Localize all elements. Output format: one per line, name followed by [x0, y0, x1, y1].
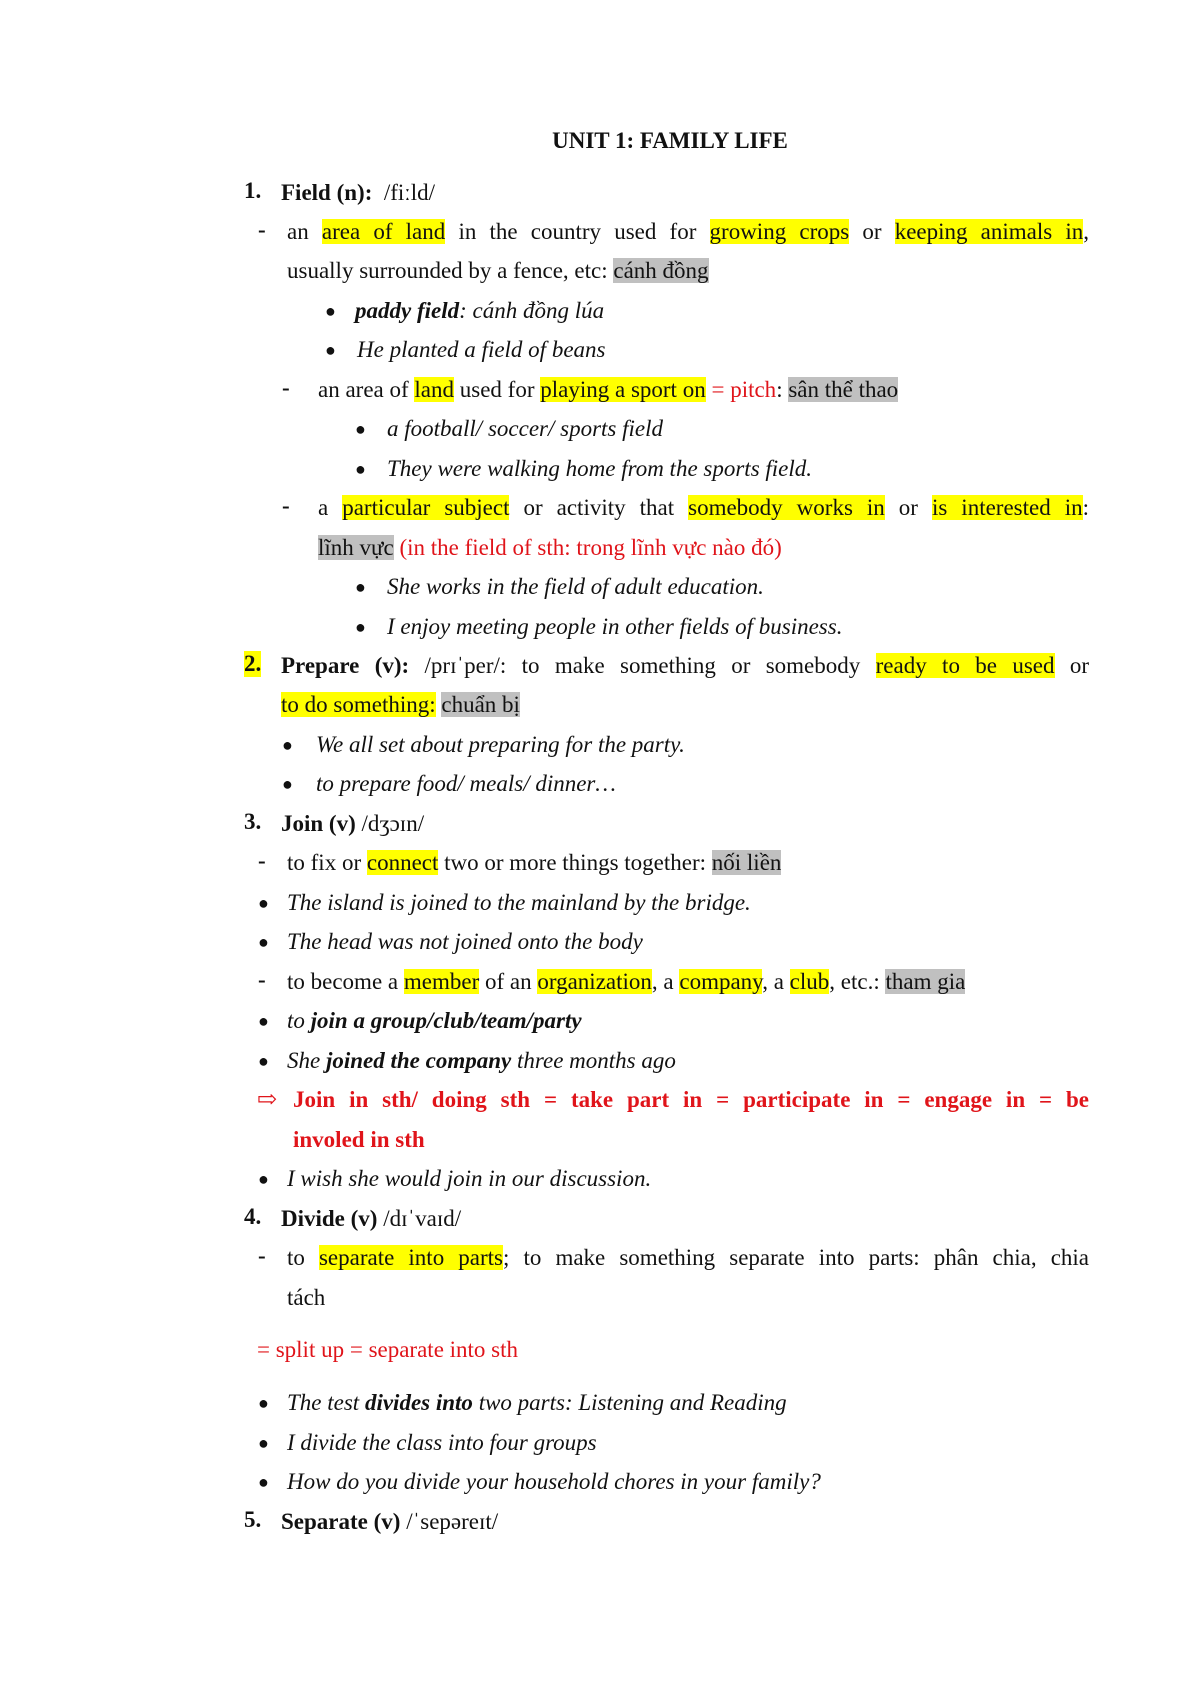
- example-line: How do you divide your household chores in your family?: [287, 1469, 821, 1494]
- text-run: divides into: [364, 1390, 473, 1415]
- vietnamese-meaning: tham gia: [885, 969, 966, 994]
- text-run: three months ago: [517, 1048, 676, 1073]
- text-run: separate into parts: [318, 1245, 503, 1270]
- text-run: two or more things together:: [444, 850, 707, 875]
- text-run: pitch: [730, 377, 777, 402]
- text-run: organization: [537, 969, 652, 994]
- text-run: She: [287, 1048, 321, 1073]
- text-run: to do something:: [281, 692, 436, 717]
- example-line: [287, 1006, 582, 1036]
- text-run: to: [287, 1008, 305, 1033]
- text-run: somebody works in: [688, 495, 885, 520]
- entry-2-headword: Prepare (v):: [281, 653, 410, 678]
- dash-bullet: -: [258, 848, 266, 873]
- text-run: a: [318, 495, 329, 520]
- entry-3-headword: Join (v): [281, 811, 356, 836]
- entry-5-number: 5.: [244, 1507, 262, 1532]
- text-run: of an: [484, 969, 532, 994]
- entry-4-number: 4.: [244, 1204, 262, 1229]
- round-bullet: ●: [325, 340, 336, 360]
- round-bullet: ●: [258, 1169, 269, 1189]
- round-bullet: ●: [355, 419, 366, 439]
- entry-3-def-1: [287, 848, 781, 878]
- entry-5-headword: Separate (v): [281, 1509, 401, 1534]
- phrase-line-1: Join in sth/ doing sth = take part in = participate in = engage in = be: [293, 1087, 1089, 1112]
- text-run: or activity that: [523, 495, 675, 520]
- round-bullet: ●: [355, 617, 366, 637]
- entry-4-def-1-line-1: [287, 1243, 1089, 1273]
- text-run: an: [287, 219, 309, 244]
- example-line: [287, 1388, 787, 1418]
- text-run: company: [679, 969, 763, 994]
- text-run: ; to make something separate into parts: phân chia, chia: [503, 1245, 1090, 1270]
- entry-1-ipa: /fiːld/: [383, 180, 435, 205]
- dash-bullet: -: [282, 493, 290, 518]
- usage-note: (in the field of sth: trong lĩnh vực nào đó): [399, 535, 782, 560]
- text-run: in the country used for: [458, 219, 697, 244]
- entry-5-headline: [281, 1507, 498, 1537]
- text-run: to become a: [287, 969, 399, 994]
- text-run: , a: [762, 969, 784, 994]
- text-run: member: [403, 969, 480, 994]
- entry-1-headword: Field (n):: [281, 180, 373, 205]
- text-run: or: [898, 495, 918, 520]
- entry-1-number: 1.: [244, 178, 262, 203]
- text-run: ready to be used: [875, 653, 1055, 678]
- round-bullet: ●: [355, 577, 366, 597]
- text-run: usually surrounded by a fence, etc:: [287, 258, 608, 283]
- vietnamese-meaning: sân thể thao: [788, 377, 899, 402]
- entry-3-def-2: [287, 967, 965, 997]
- round-bullet: ●: [282, 774, 293, 794]
- text-run: to fix or: [287, 850, 362, 875]
- entry-3-headline: [281, 809, 424, 839]
- example-line: She works in the field of adult education.: [387, 574, 764, 599]
- text-run: ,: [1083, 219, 1090, 244]
- text-run: land: [414, 377, 455, 402]
- round-bullet: ●: [258, 1393, 269, 1413]
- round-bullet: ●: [325, 301, 336, 321]
- synonym-line: = split up = separate into sth: [257, 1337, 519, 1362]
- round-bullet: ●: [258, 1433, 269, 1453]
- vietnamese-meaning: cánh đồng: [613, 258, 709, 283]
- text-run: :: [1082, 495, 1089, 520]
- text-run: , etc.:: [829, 969, 880, 994]
- text-run: /prɪˈper/: to make something or somebody: [424, 653, 861, 678]
- entry-1-headline: [281, 178, 435, 208]
- entry-1-def-1-line-1: [287, 217, 1089, 247]
- entry-4-def-1-line-2: tách: [287, 1285, 326, 1310]
- example-line: [355, 296, 604, 326]
- text-run: connect: [366, 850, 439, 875]
- round-bullet: ●: [258, 1011, 269, 1031]
- text-run: club: [789, 969, 830, 994]
- vietnamese-meaning: lĩnh vực: [318, 535, 394, 560]
- entry-1-def-1-line-2: [287, 256, 709, 286]
- round-bullet: ●: [355, 459, 366, 479]
- text-run: or: [1069, 653, 1090, 678]
- text-run: area of land: [321, 219, 446, 244]
- example-line: I enjoy meeting people in other fields of business.: [387, 614, 843, 639]
- text-run: joined the company: [325, 1048, 512, 1073]
- text-run: particular subject: [342, 495, 510, 520]
- dash-bullet: -: [258, 967, 266, 992]
- text-run: :: [776, 377, 783, 402]
- example-line: I wish she would join in our discussion.: [287, 1166, 652, 1191]
- text-run: , a: [651, 969, 674, 994]
- round-bullet: ●: [258, 932, 269, 952]
- text-run: two parts: Listening and Reading: [478, 1390, 787, 1415]
- entry-2-line-1: [281, 651, 1089, 681]
- text-run: paddy field: [355, 298, 460, 323]
- text-run: to: [287, 1245, 305, 1270]
- entry-4-headword: Divide (v): [281, 1206, 378, 1231]
- text-run: or: [862, 219, 882, 244]
- round-bullet: ●: [258, 893, 269, 913]
- dash-bullet: -: [282, 375, 290, 400]
- entry-5-ipa: /ˈsepəreɪt/: [406, 1509, 499, 1534]
- entry-4-ipa: /dɪˈvaɪd/: [383, 1206, 462, 1231]
- vietnamese-meaning: nối liền: [711, 850, 782, 875]
- text-run: an area of: [318, 377, 409, 402]
- text-run: join a group/club/team/party: [310, 1008, 582, 1033]
- text-run: : cánh đồng lúa: [459, 298, 605, 323]
- entry-1-def-3-line-1: [318, 493, 1089, 523]
- round-bullet: ●: [258, 1051, 269, 1071]
- example-line: The island is joined to the mainland by the bridge.: [287, 890, 751, 915]
- arrow-right-icon: ⇨: [257, 1087, 278, 1113]
- text-run: used for: [459, 377, 535, 402]
- text-run: playing a sport on: [540, 377, 706, 402]
- dash-bullet: -: [258, 1243, 266, 1268]
- text-run: growing crops: [709, 219, 850, 244]
- example-line: They were walking home from the sports field.: [387, 456, 813, 481]
- entry-4-headline: [281, 1204, 461, 1234]
- round-bullet: ●: [258, 1472, 269, 1492]
- vietnamese-meaning: chuẩn bị: [441, 692, 520, 717]
- entry-2-number: 2.: [244, 651, 262, 676]
- example-line: The head was not joined onto the body: [287, 929, 643, 954]
- round-bullet: ●: [282, 735, 293, 755]
- example-line: We all set about preparing for the party.: [316, 732, 685, 757]
- text-run: is interested in: [931, 495, 1083, 520]
- example-line: [287, 1046, 676, 1076]
- text-run: keeping animals in: [894, 219, 1084, 244]
- entry-2-line-2: [281, 690, 520, 720]
- example-line: to prepare food/ meals/ dinner…: [316, 771, 616, 796]
- example-line: a football/ soccer/ sports field: [387, 416, 663, 441]
- entry-1-def-2: [318, 375, 898, 405]
- entry-3-ipa: /dʒɔɪn/: [361, 811, 425, 836]
- page-title: UNIT 1: FAMILY LIFE: [552, 128, 788, 153]
- dash-bullet: -: [258, 217, 266, 242]
- example-line: I divide the class into four groups: [287, 1430, 597, 1455]
- example-line: He planted a field of beans: [357, 337, 606, 362]
- text-run: The test: [287, 1390, 360, 1415]
- text-run: =: [711, 377, 725, 402]
- entry-1-def-3-line-2: [318, 533, 782, 563]
- phrase-line-2: involed in sth: [293, 1127, 425, 1152]
- entry-3-number: 3.: [244, 809, 262, 834]
